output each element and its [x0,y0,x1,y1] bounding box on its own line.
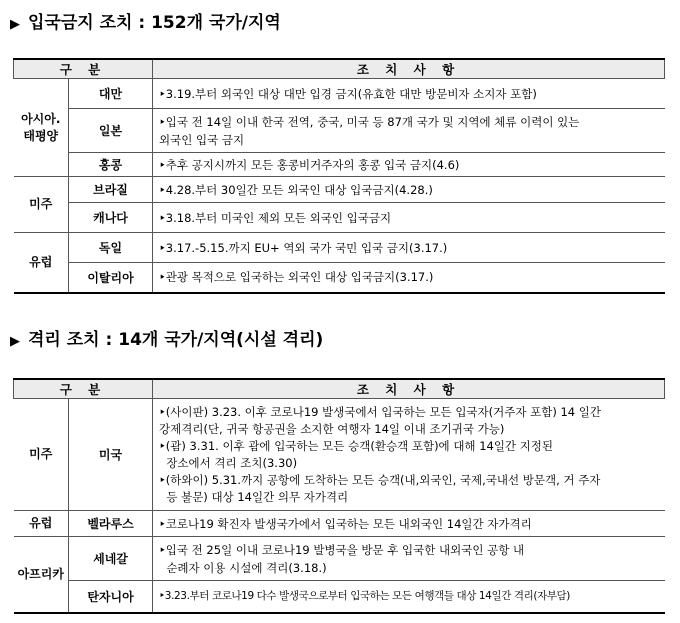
region-cell: 아프리카 [14,537,69,613]
quarantine-table [13,378,665,614]
table-row [14,511,665,537]
header-group: 구 분 [14,59,153,79]
table-row [14,581,665,613]
header-measure: 조 치 사 항 [153,59,665,79]
measure-cell: ‣3.19.부터 외국인 대상 대만 입경 금지(유효한 대만 방문비자 소지자 포함) [153,79,665,109]
region-cell: 미주 [14,177,69,233]
region-cell: 유럽 [14,511,69,537]
triangle-marker-icon: ▶ [10,334,20,349]
triangle-marker-icon: ▶ [10,17,20,32]
table-row [14,537,665,581]
measure-cell: ‣3.23.부터 코로나19 다수 발생국으로부터 입국하는 모든 여행객들 대상 14일간 격리(자부담) [153,581,665,613]
header-group: 구 분 [14,379,153,399]
table-row [14,177,665,203]
country-cell: 미국 [69,399,153,511]
table-row [14,263,665,293]
header-measure: 조 치 사 항 [153,379,665,399]
measure-cell: ‣관광 목적으로 입국하는 외국인 대상 입국금지(3.17.) [153,263,665,293]
country-cell: 세네갈 [69,537,153,581]
measure-cell: ‣(사이판) 3.23. 이후 코로나19 발생국에서 입국하는 모든 입국자(거주자 포함) 14 일간 강제격리(단, 귀국 항공권을 소지한 여행자 14일 이내 조기귀국 가능) ‣(괌) 3.31. 이후 괌에 입국하는 모든 승객(환승객 포함)에 대해 14일간 지정된 장소에서 격리 조치(3.30) ‣(하와이) 5.31.까지 공항에 도착하는 모든 승객(내,외국인, 국제,국내선 방문객, 거 주자 등 불문) 대상 14일간 의무 자가격리 [153,399,665,511]
measure-cell: ‣3.17.-5.15.까지 EU+ 역외 국가 국민 입국 금지(3.17.) [153,233,665,263]
measure-cell: ‣코로나19 확진자 발생국가에서 입국하는 모든 내외국인 14일간 자가격리 [153,511,665,537]
table-row [14,203,665,233]
measure-cell: ‣4.28.부터 30일간 모든 외국인 대상 입국금지(4.28.) [153,177,665,203]
region-cell: 아시아. 태평양 [14,79,69,177]
country-cell: 대만 [69,79,153,109]
table-row [14,109,665,153]
section1-title: ▶ 입국금지 조치 : 152개 국가/지역 [10,13,281,33]
measure-cell: ‣추후 공지시까지 모든 홍콩비거주자의 홍콩 입국 금지(4.6) [153,153,665,177]
country-cell: 이탈리아 [69,263,153,293]
country-cell: 홍콩 [69,153,153,177]
measure-cell: ‣입국 전 14일 이내 한국 전역, 중국, 미국 등 87개 국가 및 지역에 체류 이력이 있는 외국인 입국 금지 [153,109,665,153]
region-cell: 유럽 [14,233,69,293]
measure-cell: ‣입국 전 25일 이내 코로나19 발병국을 방문 후 입국한 내외국인 공항 내 순례자 이용 시설에 격리(3.18.) [153,537,665,581]
country-cell: 독일 [69,233,153,263]
country-cell: 벨라루스 [69,511,153,537]
country-cell: 탄자니아 [69,581,153,613]
measure-cell: ‣3.18.부터 미국인 제외 모든 외국인 입국금지 [153,203,665,233]
country-cell: 브라질 [69,177,153,203]
table-row [14,153,665,177]
country-cell: 일본 [69,109,153,153]
country-cell: 캐나다 [69,203,153,233]
entry-ban-table [13,58,665,294]
table-row [14,233,665,263]
table-row [14,79,665,109]
section2-title: ▶ 격리 조치 : 14개 국가/지역(시설 격리) [10,330,324,350]
table-row [14,399,665,511]
region-cell: 미주 [14,399,69,511]
